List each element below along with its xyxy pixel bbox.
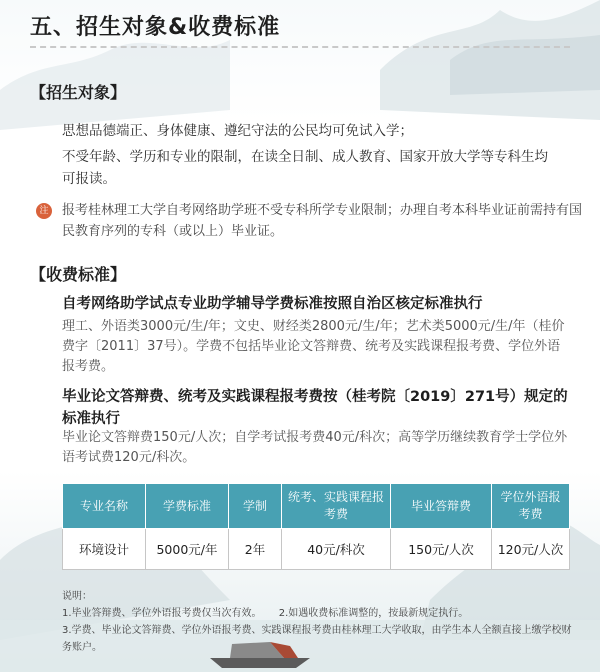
admission-line-1: 思想品德端正、身体健康、遵纪守法的公民均可免试入学； — [62, 123, 413, 139]
note-badge: 注 — [36, 203, 52, 219]
fee-block-1-title: 自考网络助学试点专业助学辅导学费标准按照自治区核定标准执行 — [62, 296, 483, 312]
notes-row — [62, 605, 572, 622]
header-duration: 学制 — [229, 484, 282, 529]
header-exam-fee: 统考、实践课程报考费 — [282, 484, 391, 529]
fees-heading: 【收费标准】 — [30, 265, 127, 284]
note-text: 报考桂林理工大学自考网络助学班不受专科所学专业限制；办理自考本科毕业证前需持有国民教育序列的专科（或以上）毕业证。 — [62, 203, 583, 239]
cell-exam-fee: 40元/科次 — [282, 529, 391, 570]
note-item-2: 2.如遇收费标准调整的，按最新规定执行。 — [278, 608, 469, 619]
fee-table-header-row — [63, 484, 570, 529]
admission-heading: 【招生对象】 — [30, 83, 127, 102]
note-item-1: 1.毕业答辩费、学位外语报考费仅当次有效。 — [62, 608, 262, 619]
cell-duration: 2年 — [229, 529, 282, 570]
header-tuition: 学费标准 — [146, 484, 229, 529]
fee-block-2-text: 毕业论文答辩费150元/人次；自学考试报考费40元/科次；高等学历继续教育学士学位外语考试费120元/科次。 — [62, 430, 568, 465]
fee-block-1-text: 理工、外语类3000元/生/年；文史、财经类2800元/生/年；艺术类5000元/生/年（桂价费字〔2011〕37号）。学费不包括毕业论文答辩费、统考及实践课程报考费、学位外语报考费。 — [62, 319, 565, 374]
cell-major: 环境设计 — [63, 529, 146, 570]
page-title: 五、招生对象&收费标准 — [30, 15, 281, 40]
table-row — [63, 529, 570, 570]
note-item-3: 3.学费、毕业论文答辩费、学位外语报考费、实践课程报考费由桂林理工大学收取，由学生本人全额直接上缴学校财务账户。 — [62, 625, 572, 653]
fee-table — [62, 483, 570, 570]
fee-block-2-title: 毕业论文答辩费、统考及实践课程报考费按（桂考院〔2019〕271号）规定的标准执行 — [62, 389, 568, 427]
header-major: 专业名称 — [63, 484, 146, 529]
admission-line-2: 不受年龄、学历和专业的限制，在读全日制、成人教育、国家开放大学等专科生均可报读。 — [62, 149, 548, 187]
title-divider — [30, 46, 570, 48]
notes-block — [62, 588, 572, 656]
cell-defense-fee: 150元/人次 — [391, 529, 492, 570]
notes-label: 说明： — [62, 591, 92, 602]
cell-tuition: 5000元/年 — [146, 529, 229, 570]
cell-language-fee: 120元/人次 — [492, 529, 570, 570]
header-language-fee: 学位外语报考费 — [492, 484, 570, 529]
header-defense-fee: 毕业答辩费 — [391, 484, 492, 529]
